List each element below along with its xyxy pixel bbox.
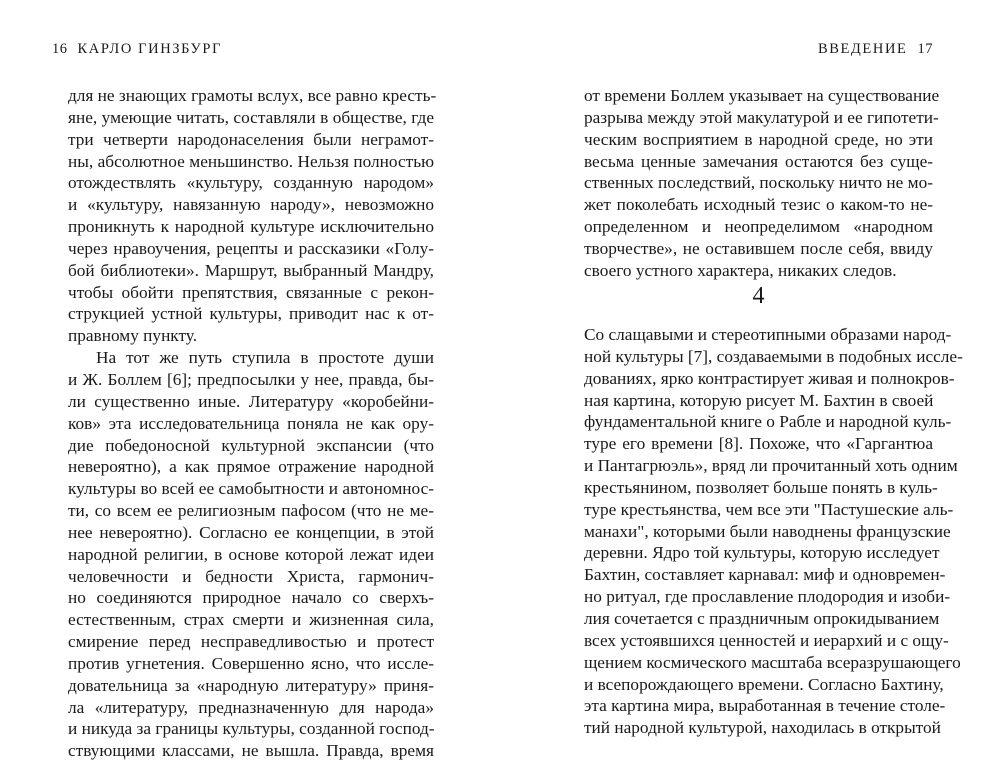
text-line: своего устного характера, никаких следов. <box>584 260 897 280</box>
text-line: фундаментальной книге о Рабле и народной куль- <box>584 412 952 432</box>
text-line: невероятно), а как прямое отражение народной <box>68 457 434 477</box>
text-line: смирение перед несправедливостью и протест <box>68 632 434 652</box>
text-line: туре крестьянства, чем все эти "Пастушеские аль- <box>584 499 954 519</box>
text-line: струкцией устной культуры, приводит нас к от- <box>68 304 434 324</box>
text-line: лия сочетается с праздничным опрокидыванием <box>584 608 940 628</box>
text-line: жет поколебать исходный тезис о каком-то не- <box>584 195 933 215</box>
text-line: ла «литературу, предназначенную для народа» <box>68 697 434 717</box>
text-line: ти, со всем ее религиозным пафосом (что не ме- <box>68 501 434 521</box>
text-line: народной религии, в основе которой лежат идеи <box>68 544 434 564</box>
text-line: разрыва между этой макулатурой и ее гипотети- <box>584 107 939 127</box>
text-line: ствующими классами, не вышла. Правда, время <box>68 741 434 761</box>
text-line: определенном и неопределимом «народном <box>584 217 933 237</box>
text-line: через нравоучения, рецепты и рассказики «Голу- <box>68 238 434 258</box>
text-line: деревни. Ядро той культуры, которую исследует <box>584 543 940 563</box>
running-head-title-left: КАРЛО ГИНЗБУРГ <box>77 41 223 57</box>
text-line: ственных последствий, поскольку ничто не мо- <box>584 173 933 193</box>
text-line: но соединяются природное начало со сверхъ- <box>68 588 434 608</box>
text-line: и никуда за границы культуры, созданной господ- <box>68 719 435 739</box>
text-line: и Ж. Боллем [6]; предпосылки у нее, правда, бы- <box>68 369 434 389</box>
text-line: тий народной культурой, находилась в открытой <box>584 718 941 738</box>
text-line: ная картина, которую рисует М. Бахтин в своей <box>584 390 934 410</box>
page-number-right: 17 <box>917 41 933 57</box>
text-line: щением космического масштаба всеразрушающего <box>584 652 961 672</box>
right-page-body-text-top <box>584 85 940 282</box>
text-line: На тот же путь ступила в простоте души <box>96 348 434 368</box>
text-line: всех устоявшихся ценностей и иерархий и с ощу- <box>584 630 949 650</box>
text-line: дие победоносной культурной экспансии (что <box>68 435 434 455</box>
text-line: три четверти народонаселения были неграмот- <box>68 129 434 149</box>
right-page <box>500 0 1000 782</box>
text-line: и Пантагрюэль», вряд ли прочитанный хоть одним <box>584 456 958 476</box>
text-line: и «культуру, навязанную народу», невозможно <box>68 195 434 215</box>
text-line: яне, умеющие читать, составляли в обществе, где <box>68 107 434 127</box>
running-head-right <box>818 41 933 58</box>
right-page-body-text-bottom <box>584 324 963 739</box>
text-line: естественным, страх смерти и жизненная сила, <box>68 610 434 630</box>
text-line: творчестве», не оставившем после себя, ввиду <box>584 238 933 258</box>
text-line: чтобы обойти препятствия, связанные с рекон- <box>68 282 434 302</box>
text-line: ной культуры [7], создаваемыми в подобных иссле- <box>584 346 963 366</box>
text-line: дованиях, ярко контрастирует живая и полнокров- <box>584 368 955 388</box>
text-line: человечности и бедности Христа, гармонич- <box>68 566 434 586</box>
text-line: и всепорождающего времени. Согласно Бахтину, <box>584 674 944 694</box>
text-line: нее невероятно). Согласно ее концепции, в этой <box>68 522 434 542</box>
text-line: но ритуал, где прославление плодородия и изоби- <box>584 587 951 607</box>
text-line: довательница за «народную литературу» приня- <box>68 675 434 695</box>
text-line: против угнетения. Совершенно ясно, что иссле- <box>68 653 434 673</box>
text-line: Бахтин, составляет карнавал: миф и одновремен- <box>584 565 946 585</box>
section-number: 4 <box>752 283 765 309</box>
text-line: эта картина мира, выработанная в течение столе- <box>584 696 946 716</box>
text-line: ческим восприятием в народной среде, но эти <box>584 129 933 149</box>
left-page-body-text <box>68 85 437 762</box>
text-line: Со слащавыми и стереотипными образами народ- <box>584 325 952 344</box>
text-line: манахи", которыми были наводнены французские <box>584 521 951 541</box>
text-line: правному пункту. <box>68 326 198 346</box>
page-number-left: 16 <box>52 41 68 57</box>
text-line: культуры во всей ее самобытности и автономнос- <box>68 479 434 499</box>
running-head-title-right: ВВЕДЕНИЕ <box>817 41 908 57</box>
text-line: ков» эта исследовательница поняла не как ору- <box>68 413 434 433</box>
text-line: крестьянином, позволяет больше понять в куль- <box>584 477 938 497</box>
running-head-left <box>52 41 222 58</box>
text-line: для не знающих грамоты вслух, все равно кресть- <box>68 86 437 105</box>
text-line: от времени Боллем указывает на существование <box>584 86 940 105</box>
text-line: ли существенно иные. Литературу «коробейни- <box>68 391 434 411</box>
text-line: ны, абсолютное меньшинство. Нельзя полностью <box>68 151 434 171</box>
text-line: проникнуть к народной культуре исключительно <box>68 217 434 237</box>
text-line: туре его времени [8]. Похоже, что «Гаргантюа <box>584 434 933 454</box>
text-line: отождествлять «культуру, созданную народом» <box>68 173 434 193</box>
text-line: бой библиотеки». Маршрут, выбранный Мандру, <box>68 260 434 280</box>
text-line: весьма ценные замечания остаются без суще- <box>584 151 933 171</box>
